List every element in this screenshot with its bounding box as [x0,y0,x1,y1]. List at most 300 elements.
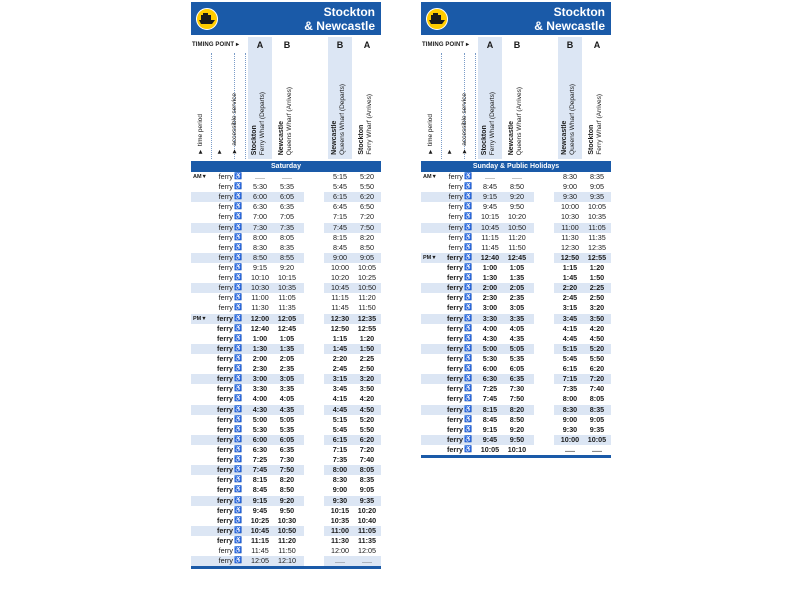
wheelchair-icon: ♿ [464,243,473,251]
divider [211,53,212,159]
stop-detail: Queens Wharf (Arrives) [516,86,523,155]
column-gap [304,202,324,212]
stockton-departs-time: 9:15 [253,262,267,272]
stockton-arrives-time: 2:25 [589,283,605,293]
stockton-arrives-time: 2:50 [359,364,375,374]
newcastle-arrives-time: 10:15 [278,273,296,283]
timing-point-label: TIMING POINT ▸ [422,42,470,48]
newcastle-departs-time: 10:30 [561,212,579,222]
mode-ferry: ferry [218,273,233,283]
newcastle-departs-time: 1:15 [332,333,348,343]
mode-arrow-icon: ▼ [446,148,453,155]
stockton-arrives-time: 5:20 [359,414,375,424]
table-row [421,243,611,253]
stockton-departs-time: 11:45 [251,546,269,556]
column-gap [304,253,324,263]
table-row [191,496,381,506]
wheelchair-icon: ♿ [234,294,243,302]
table-row [191,233,381,243]
newcastle-departs-time: 2:45 [332,364,348,374]
stockton-departs-time: 8:30 [253,242,267,252]
timing-point-text: TIMING POINT [192,42,235,48]
newcastle-departs-time: 5:45 [332,424,348,434]
table-row [191,425,381,435]
stockton-arrives-time: 8:05 [359,465,375,475]
column-gap [534,354,554,364]
column-gap [304,192,324,202]
stockton-arrives-time: 7:20 [589,374,605,384]
stockton-arrives-time: 11:20 [358,293,376,303]
title-line-1: Stockton [323,5,375,19]
mode-ferry: ferry [218,252,233,262]
column-gap [534,253,554,263]
mode-ferry: ferry [217,333,233,343]
wheelchair-icon: ♿ [234,557,243,565]
table-row [421,405,611,415]
newcastle-arrives-time: 8:05 [280,232,294,242]
newcastle-departs-time: 8:30 [332,475,348,485]
mode-ferry: ferry [218,283,233,293]
stockton-departs-time: 6:00 [252,434,268,444]
column-gap [534,425,554,435]
table-row [191,516,381,526]
column-gap [304,496,324,506]
table-row [191,475,381,485]
stockton-departs-time: 10:05 [480,444,500,454]
wheelchair-icon: ♿ [234,476,243,484]
newcastle-departs-time: 9:30 [332,495,348,505]
wheelchair-icon: ♿ [234,304,243,312]
mode-ferry: ferry [218,556,233,566]
newcastle-arrives-time: 8:50 [509,414,525,424]
column-gap [304,506,324,516]
section-title: Sunday & Public Holidays [421,161,611,172]
newcastle-arrives-time: 6:05 [279,434,295,444]
time-period-text: time period [197,114,204,147]
stockton-departs-time: 8:45 [252,485,268,495]
wheelchair-icon: ♿ [464,344,473,352]
column-gap [304,425,324,435]
newcastle-arrives-time: 8:35 [280,242,294,252]
column-gap [304,526,324,536]
column-gap [304,556,324,566]
column-label-c3 [561,84,577,155]
table-row [421,314,611,324]
wheelchair-icon: ♿ [234,547,243,555]
stockton-departs-time: 6:30 [253,202,267,212]
divider [245,53,246,159]
wheelchair-icon: ♿ [234,375,243,383]
mode-ferry: ferry [448,242,463,252]
stockton-departs-time: 6:30 [252,444,268,454]
newcastle-arrives-time: 4:05 [279,394,295,404]
stockton-departs-time: 8:45 [482,414,498,424]
table-row [421,324,611,334]
stockton-departs-time: 5:30 [253,182,267,192]
column-label-c3 [331,84,347,155]
newcastle-departs-time: 7:35 [562,384,578,394]
wheelchair-icon: ♿ [234,344,243,352]
newcastle-departs-time: 7:15 [562,374,578,384]
stop-detail: Ferry Wharf (Departs) [259,91,266,155]
newcastle-arrives-time: 11:35 [278,303,296,313]
wheelchair-icon: ♿ [464,183,473,191]
wheelchair-icon: ♿ [234,183,243,191]
table-row [191,263,381,273]
timing-point-2: B [513,40,521,50]
newcastle-arrives-time: 9:50 [509,434,525,444]
mode-ferry: ferry [217,485,233,495]
stop-name: Stockton [251,125,258,155]
newcastle-arrives-time: 6:05 [280,192,294,202]
stockton-arrives-time: 6:20 [359,434,375,444]
column-label-c1 [251,92,267,155]
wheelchair-icon: ♿ [464,213,473,221]
mode-ferry: ferry [217,323,233,333]
column-gap [534,273,554,283]
wheelchair-icon: ♿ [464,233,473,241]
column-header [191,35,381,159]
table-row [421,303,611,313]
timing-point-3: B [566,40,574,50]
column-gap [304,405,324,415]
mode-ferry: ferry [217,495,233,505]
stockton-departs-time: 7:00 [253,212,267,222]
table-row [421,445,611,455]
mode-ferry: ferry [447,343,463,353]
column-gap [304,212,324,222]
stockton-departs-time: 9:45 [482,434,498,444]
column-gap [534,324,554,334]
newcastle-arrives-time: 5:05 [279,414,295,424]
stockton-arrives-time: 8:35 [590,172,604,181]
column-gap [534,364,554,374]
newcastle-departs-time: 11:00 [331,525,349,535]
newcastle-arrives-time: 7:50 [279,465,295,475]
table-row [191,344,381,354]
stockton-departs-time: 9:45 [483,202,497,212]
mode-ferry: ferry [217,384,233,394]
column-gap [304,465,324,475]
newcastle-departs-time: 10:00 [561,202,579,212]
newcastle-arrives-time: 11:20 [508,232,526,242]
mode-ferry: ferry [448,192,463,202]
column-gap [304,485,324,495]
newcastle-departs-time: 8:00 [562,394,578,404]
stockton-departs-time: 8:45 [483,182,497,192]
stockton-departs-time: 3:00 [252,374,268,384]
column-gap [534,435,554,445]
wheelchair-icon: ♿ [234,526,243,534]
time-period-marker: AM▼ [423,174,437,180]
stockton-arrives-time: 10:50 [358,283,376,293]
stockton-arrives-time: 3:20 [589,303,605,313]
column-gap [534,172,554,182]
stockton-departs-time: 1:00 [252,333,268,343]
wheelchair-icon: ♿ [464,425,473,433]
column-gap [534,334,554,344]
newcastle-arrives-time: 9:50 [510,202,524,212]
newcastle-departs-time: 12:30 [330,313,350,323]
newcastle-departs-time: 11:15 [331,293,349,303]
timing-point-3: B [336,40,344,50]
mode-ferry: ferry [448,182,463,192]
stockton-arrives-time: 10:25 [358,273,376,283]
table-row [421,334,611,344]
newcastle-arrives-time: 3:35 [279,384,295,394]
mode-ferry: ferry [218,546,233,556]
newcastle-departs-time: 5:15 [332,414,348,424]
newcastle-arrives-time: 2:35 [279,364,295,374]
table-row [191,182,381,192]
mode-ferry: ferry [217,444,233,454]
stockton-arrives-time: 5:50 [589,353,605,363]
newcastle-departs-time: 1:45 [332,343,348,353]
stockton-arrives-time: 12:55 [357,323,377,333]
stockton-arrives-time: 8:20 [360,232,374,242]
column-gap [304,324,324,334]
mode-ferry: ferry [217,353,233,363]
stockton-departs-time: 11:00 [251,293,269,303]
newcastle-arrives-time: 7:05 [280,212,294,222]
table-row [191,374,381,384]
mode-ferry: ferry [447,353,463,363]
mode-ferry: ferry [448,202,463,212]
stockton-departs-time: 3:30 [252,384,268,394]
mode-ferry: ferry [218,202,233,212]
newcastle-departs-time: 10:20 [331,273,349,283]
wheelchair-icon: ♿ [234,425,243,433]
newcastle-arrives-time: 10:20 [508,212,526,222]
wheelchair-icon: ♿ [464,223,473,231]
stockton-arrives-time: 7:50 [360,222,374,232]
stockton-arrives-time: 8:35 [359,475,375,485]
wheelchair-icon: ♿ [234,243,243,251]
column-gap [534,223,554,233]
title-bar [421,2,611,35]
mode-ferry: ferry [217,374,233,384]
table-row [191,506,381,516]
table-row [191,212,381,222]
table-row [191,172,381,182]
bottom-bar [421,455,611,458]
stockton-arrives-time: 6:20 [360,192,374,202]
newcastle-departs-time: 11:30 [331,535,349,545]
mode-ferry: ferry [217,525,233,535]
stop-name: Newcastle [278,120,285,155]
stockton-departs-time: 9:15 [482,424,498,434]
table-row [191,283,381,293]
accessible-service-label: ▼ accessible service [231,93,238,155]
wheelchair-icon: ♿ [234,445,243,453]
newcastle-arrives-time: 9:20 [279,495,295,505]
newcastle-departs-time: 7:45 [333,222,347,232]
newcastle-departs-time: 6:45 [333,202,347,212]
table-row [421,344,611,354]
timing-point-4: A [363,40,371,50]
column-gap [304,172,324,182]
column-gap [534,303,554,313]
wheelchair-icon: ♿ [464,304,473,312]
newcastle-departs-time: 9:30 [563,192,577,202]
wheelchair-icon: ♿ [464,395,473,403]
column-gap [534,263,554,273]
title-bar [191,2,381,35]
newcastle-departs-time: 5:15 [333,172,347,181]
newcastle-arrives-time: 7:35 [280,222,294,232]
timetable-title [534,5,605,33]
stockton-arrives-time: 10:20 [357,505,377,515]
newcastle-arrives-time: 9:20 [280,262,294,272]
stop-name: Stockton [481,125,488,155]
wheelchair-icon: ♿ [234,253,243,261]
stockton-departs-time: 7:25 [482,384,498,394]
wheelchair-icon: ♿ [464,415,473,423]
table-row [191,202,381,212]
mode-ferry: ferry [447,424,463,434]
newcastle-arrives-time: 1:35 [509,273,525,283]
mode-ferry: ferry [447,414,463,424]
table-row [191,293,381,303]
stockton-departs-time: 10:45 [250,525,270,535]
table-row [191,394,381,404]
stockton-departs-time: 7:25 [252,455,268,465]
mode-ferry: ferry [447,313,463,323]
newcastle-departs-time: 10:00 [331,262,349,272]
mode-arrow-icon: ▼ [216,148,223,155]
mode-ferry: ferry [447,323,463,333]
wheelchair-icon: ♿ [464,405,473,413]
mode-ferry: ferry [447,434,463,444]
newcastle-arrives-time: 5:35 [280,182,294,192]
mode-ferry: ferry [448,222,463,232]
table-row [421,223,611,233]
column-gap [304,435,324,445]
mode-ferry: ferry [447,303,463,313]
stockton-arrives-time: 11:35 [588,232,606,242]
wheelchair-icon: ♿ [234,486,243,494]
stockton-arrives-time: 5:20 [589,343,605,353]
newcastle-arrives-time: 12:10 [278,556,296,566]
column-gap [304,364,324,374]
stockton-arrives-time: 3:50 [359,384,375,394]
stockton-departs-time: 9:45 [252,505,268,515]
newcastle-arrives-time: 6:35 [280,202,294,212]
table-row [191,435,381,445]
mode-ferry: ferry [447,293,463,303]
stop-detail: Queens Wharf (Arrives) [286,86,293,155]
wheelchair-icon: ♿ [234,435,243,443]
stockton-arrives-time: 3:50 [589,313,605,323]
stockton-departs-time: 5:30 [252,424,268,434]
mode-ferry: ferry [447,364,463,374]
title-line-2: & Newcastle [534,19,605,33]
stockton-arrives-time: 9:35 [359,495,375,505]
stockton-arrives-time: 4:20 [589,323,605,333]
newcastle-arrives-time: 10:30 [277,515,297,525]
table-row [191,455,381,465]
stockton-departs-time: 8:50 [253,252,267,262]
stockton-departs-time: 12:05 [251,556,269,566]
stockton-departs-time: 1:00 [482,262,498,272]
wheelchair-icon: ♿ [234,173,243,180]
mode-ferry: ferry [448,172,463,181]
wheelchair-icon: ♿ [464,274,473,282]
newcastle-departs-time: 2:45 [562,293,578,303]
stockton-arrives-time: 8:50 [360,242,374,252]
newcastle-arrives-time: 12:45 [277,323,297,333]
divider [475,53,476,159]
stockton-departs-time: 9:15 [252,495,268,505]
wheelchair-icon: ♿ [234,223,243,231]
stop-detail: Ferry Wharf (Arrives) [596,94,603,155]
stockton-departs-time: 6:00 [482,364,498,374]
stockton-arrives-time: 3:20 [359,374,375,384]
mode-ferry: ferry [447,273,463,283]
table-row [191,192,381,202]
wheelchair-icon: ♿ [234,284,243,292]
wheelchair-icon: ♿ [234,233,243,241]
wheelchair-icon: ♿ [464,385,473,393]
table-row [191,334,381,344]
stockton-departs-time: 2:30 [482,293,498,303]
wheelchair-icon: ♿ [464,445,473,453]
newcastle-arrives-time: 9:20 [510,192,524,202]
table-row [191,223,381,233]
stockton-departs-time: 7:45 [252,465,268,475]
newcastle-arrives-time: 12:05 [277,313,297,323]
stockton-arrives-time: 11:05 [358,525,376,535]
mode-ferry: ferry [217,515,233,525]
mode-ferry: ferry [218,212,233,222]
stockton-departs-time: 9:15 [483,192,497,202]
stockton-arrives-time: 2:25 [359,353,375,363]
newcastle-arrives-time: 1:05 [279,333,295,343]
stockton-departs-time: 10:45 [481,222,499,232]
stockton-arrives-time: 11:05 [588,222,606,232]
newcastle-departs-time: 4:15 [562,323,578,333]
wheelchair-icon: ♿ [234,496,243,504]
newcastle-departs-time: 6:15 [333,192,347,202]
timing-point-4: A [593,40,601,50]
table-row [421,233,611,243]
mode-ferry: ferry [217,424,233,434]
stockton-arrives-time: 5:20 [360,172,374,181]
table-row [191,546,381,556]
section-title: Saturday [191,161,381,172]
mode-ferry: ferry [218,222,233,232]
newcastle-departs-time: 3:45 [562,313,578,323]
stockton-departs-time: 5:30 [482,353,498,363]
time-period-text: time period [427,114,434,147]
accessible-service-label: ▼ accessible service [461,93,468,155]
newcastle-arrives-time: ..... [282,172,292,181]
table-row [421,273,611,283]
column-gap [304,223,324,233]
stockton-arrives-time: 7:20 [360,212,374,222]
newcastle-departs-time: 5:15 [562,343,578,353]
column-gap [304,374,324,384]
newcastle-departs-time: 8:15 [333,232,347,242]
newcastle-arrives-time: 3:05 [509,303,525,313]
newcastle-arrives-time: 3:35 [509,313,525,323]
column-gap [534,394,554,404]
stockton-departs-time: 10:10 [251,273,269,283]
stockton-departs-time: 10:30 [251,283,269,293]
newcastle-arrives-time: 4:05 [509,323,525,333]
newcastle-departs-time: 12:50 [560,252,580,262]
stockton-departs-time: 4:00 [482,323,498,333]
